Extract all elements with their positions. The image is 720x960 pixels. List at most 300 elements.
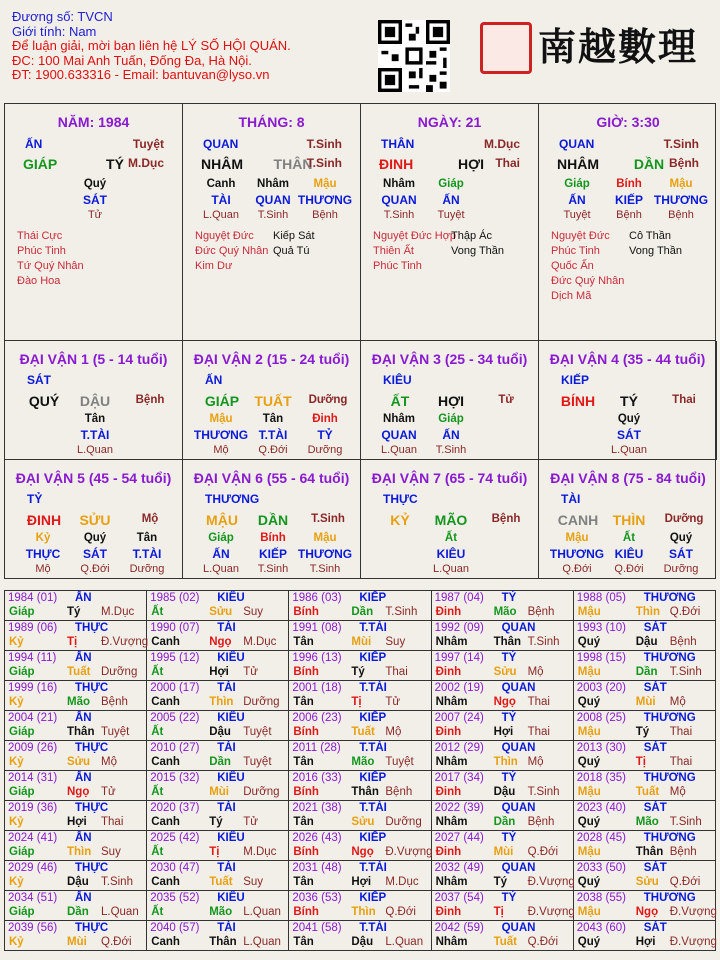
annual-god: ẤN: [75, 592, 92, 604]
annual-stem: Ất: [151, 846, 164, 858]
annual-stem: Nhâm: [435, 816, 468, 828]
annual-branch: Tý: [351, 666, 365, 678]
pillar-chi: TÝ: [106, 156, 124, 172]
annual-status: L.Quan: [101, 906, 139, 918]
annual-branch: Hợi: [209, 666, 229, 678]
annual-god: ẤN: [75, 892, 92, 904]
annual-year: 2004 (21): [8, 712, 58, 724]
annual-cell: [573, 681, 715, 711]
annual-year: 2023 (40): [576, 802, 626, 814]
annual-stem: Bính: [293, 846, 319, 858]
annual-branch: Dần: [209, 756, 231, 768]
annual-god: THỰC: [75, 682, 109, 694]
pillar-can: ĐINH: [379, 156, 414, 172]
annual-god: THỰC: [75, 802, 109, 814]
annual-stem: Ất: [151, 606, 164, 618]
annual-god: TỶ: [501, 772, 517, 784]
star-left: Tứ Quý Nhân: [17, 260, 84, 272]
annual-stem: Tân: [293, 756, 314, 768]
annual-stem: Tân: [293, 696, 314, 708]
annual-year: 2020 (37): [150, 802, 200, 814]
annual-status: Mộ: [527, 756, 544, 768]
annual-year: 2041 (58): [292, 922, 342, 934]
annual-branch: Dậu: [493, 786, 516, 798]
star-left: Phúc Tinh: [373, 260, 422, 272]
pillar-can: NHÂM: [201, 156, 243, 172]
annual-cell: [289, 861, 431, 891]
annual-stem: Bính: [293, 606, 319, 618]
annual-year: 2012 (29): [434, 742, 484, 754]
dai-van-status: Thai: [672, 394, 696, 406]
gender-value: Nam: [68, 23, 97, 39]
annual-cell: [147, 921, 289, 951]
annual-status: Thai: [669, 726, 693, 738]
annual-cell: [147, 621, 289, 651]
dv-hidden-god: ẤN: [212, 547, 230, 561]
annual-god: TÀI: [217, 622, 236, 634]
hidden-god: QUAN: [255, 193, 291, 207]
pillar-top-right: M.Dục: [484, 137, 520, 151]
annual-status: Mộ: [385, 726, 402, 738]
dv-hidden-stem: Ất: [444, 532, 458, 544]
dv-hidden-stem: Quý: [83, 532, 107, 544]
annual-status: T.Sinh: [669, 816, 702, 828]
dai-van-status: Bệnh: [491, 513, 521, 525]
annual-god: ẤN: [75, 772, 92, 784]
pillar-title: NĂM: 1984: [57, 114, 130, 130]
pillar-god: QUAN: [559, 137, 595, 151]
annual-year: 2005 (22): [150, 712, 200, 724]
annual-year: 2022 (39): [434, 802, 484, 814]
dv-hidden-god: THƯƠNG: [297, 547, 353, 561]
annual-stem: Giáp: [9, 606, 35, 618]
dv-hidden-status: L.Quan: [76, 444, 114, 456]
annual-cell: [431, 591, 573, 621]
annual-stem: Canh: [151, 936, 180, 948]
annual-status: Dưỡng: [243, 696, 280, 708]
annual-stem: Canh: [151, 696, 180, 708]
annual-cell: [5, 711, 147, 741]
annual-branch: Thìn: [635, 606, 661, 618]
annual-stem: Nhâm: [435, 636, 468, 648]
annual-cell: [5, 861, 147, 891]
annual-god: THỰC: [75, 742, 109, 754]
hidden-god: ẤN: [568, 193, 586, 207]
annual-branch: Hợi: [493, 726, 514, 738]
star-right: Thập Ác: [451, 230, 492, 242]
dv-hidden-god: SÁT: [83, 547, 107, 561]
annual-god: TỶ: [501, 892, 517, 904]
dv-hidden-stem: Tân: [84, 413, 106, 425]
annual-stem: Quý: [577, 816, 601, 828]
annual-cell: [573, 711, 715, 741]
annual-stem: Kỷ: [9, 756, 24, 768]
annual-stem: Bính: [293, 726, 319, 738]
annual-stem: Quý: [577, 876, 601, 888]
annual-god: THỰC: [75, 922, 109, 934]
dai-van-can: QUÝ: [28, 393, 60, 409]
annual-year: 1996 (13): [292, 652, 342, 664]
annual-branch: Hợi: [351, 876, 372, 888]
dai-van-can: MẬU: [206, 512, 238, 528]
dai-van-title: ĐẠI VẬN 3 (25 - 34 tuổi): [371, 351, 528, 367]
annual-year: 2026 (43): [292, 832, 342, 844]
annual-branch: Sửu: [209, 606, 233, 618]
annual-year: 1994 (11): [8, 652, 57, 664]
dv-hidden-stem: Giáp: [208, 532, 234, 544]
annual-year: 2037 (54): [434, 892, 484, 904]
annual-year: 1989 (06): [8, 622, 58, 634]
pillar-god: ẤN: [25, 137, 43, 151]
annual-status: Mộ: [669, 696, 686, 708]
annual-cell: [289, 681, 431, 711]
dv-hidden-stem: Quý: [669, 532, 693, 544]
annual-year: 1993 (10): [576, 622, 626, 634]
annual-year: 2033 (50): [576, 862, 626, 874]
annual-stem: Mậu: [577, 726, 601, 738]
annual-stem: Đinh: [435, 786, 462, 798]
annual-stem: Nhâm: [435, 936, 468, 948]
dai-van-status: Tử: [498, 394, 514, 406]
pillar-god: QUAN: [203, 137, 239, 151]
annual-branch: Mùi: [635, 696, 656, 708]
annual-stem: Quý: [577, 936, 601, 948]
annual-year: 1990 (07): [150, 622, 200, 634]
annual-stem: Mậu: [577, 786, 601, 798]
annual-branch: Tuất: [67, 666, 91, 678]
annual-cell: [573, 921, 715, 951]
annual-branch: Dậu: [209, 726, 231, 738]
annual-cell: [5, 891, 147, 921]
annual-status: Tuyệt: [385, 756, 414, 768]
annual-cell: [289, 921, 431, 951]
annual-status: M.Dục: [385, 876, 419, 888]
annual-year: 2010 (27): [150, 742, 200, 754]
dv-hidden-stem: Bính: [260, 532, 286, 544]
dai-van-god: SÁT: [27, 373, 51, 387]
annual-branch: Sửu: [67, 756, 91, 768]
hidden-status: Tuyệt: [437, 209, 465, 221]
annual-status: Q.Đới: [669, 606, 701, 618]
annual-cell: [147, 861, 289, 891]
annual-branch: Dần: [635, 666, 658, 678]
annual-cell: [431, 651, 573, 681]
annual-stem: Canh: [151, 876, 180, 888]
annual-god: KIÊU: [217, 892, 245, 904]
annual-status: Tuyệt: [101, 726, 130, 738]
annual-year: 2024 (41): [8, 832, 58, 844]
dai-van-cell: [539, 341, 717, 460]
dv-hidden-status: L.Quan: [432, 563, 470, 575]
annual-year: 2042 (59): [434, 922, 484, 934]
annual-god: QUAN: [501, 682, 536, 694]
annual-row: [5, 711, 716, 741]
annual-row: [5, 771, 716, 801]
annual-branch: Tị: [351, 696, 362, 708]
annual-year: 2028 (45): [576, 832, 626, 844]
annual-cell: [431, 921, 573, 951]
annual-year: 2016 (33): [292, 772, 342, 784]
annual-status: Dưỡng: [243, 786, 280, 798]
annual-god: T.TÀI: [359, 862, 387, 874]
dai-van-god: ẤN: [205, 373, 223, 387]
annual-branch: Tý: [635, 726, 650, 738]
annual-branch: Mùi: [493, 846, 514, 858]
annual-status: Q.Đới: [527, 936, 559, 948]
annual-god: ẤN: [75, 712, 92, 724]
star-left: Phúc Tinh: [17, 245, 66, 257]
annual-stem: Đinh: [435, 906, 462, 918]
annual-year: 2021 (38): [292, 802, 342, 814]
dai-van-can: ẤT: [390, 393, 410, 409]
annual-status: Mộ: [527, 666, 544, 678]
annual-stem: Mậu: [577, 666, 601, 678]
annual-year: 2014 (31): [8, 772, 58, 784]
annual-status: Thai: [101, 816, 124, 828]
annual-status: M.Dục: [243, 846, 277, 858]
annual-year: 2043 (60): [576, 922, 626, 934]
annual-branch: Thân: [351, 786, 379, 798]
annual-year: 2011 (28): [292, 742, 341, 754]
annual-god: THƯƠNG: [643, 832, 696, 844]
annual-cell: [147, 681, 289, 711]
annual-god: T.TÀI: [359, 922, 387, 934]
annual-cell: [431, 801, 573, 831]
pillar-right2: Thai: [495, 156, 520, 170]
star-left: Nguyệt Đức Hợp: [373, 230, 457, 242]
annual-god: QUAN: [501, 922, 536, 934]
dv-hidden-stem: Tân: [262, 413, 284, 425]
pillar-chi: DẦN: [633, 156, 665, 172]
annual-branch: Thân: [67, 726, 95, 738]
annual-cell: [5, 651, 147, 681]
dai-van-title: ĐẠI VẬN 2 (15 - 24 tuổi): [193, 351, 350, 367]
annual-year: 2034 (51): [8, 892, 58, 904]
annual-stem: Nhâm: [435, 696, 468, 708]
qr-code-icon: [378, 20, 450, 92]
annual-god: KIẾP: [359, 712, 387, 724]
annual-status: Dưỡng: [385, 816, 422, 828]
annual-branch: Hợi: [67, 816, 87, 828]
annual-stem: Bính: [293, 666, 319, 678]
dai-van-can: BÍNH: [560, 393, 596, 409]
annual-year: 2031 (48): [292, 862, 342, 874]
hidden-stem: Canh: [206, 178, 236, 190]
annual-status: Q.Đới: [385, 906, 416, 918]
annual-status: T.Sinh: [101, 876, 133, 888]
annual-god: THỰC: [75, 622, 109, 634]
hidden-status: Bệnh: [668, 209, 694, 221]
dv-hidden-god: KIÊU: [614, 547, 644, 561]
dv-hidden-status: L.Quan: [610, 444, 648, 456]
hidden-stem: Mậu: [669, 178, 693, 190]
annual-god: KIẾP: [359, 772, 387, 784]
annual-cell: [5, 801, 147, 831]
annual-year: 2038 (55): [576, 892, 626, 904]
annual-row: [5, 651, 716, 681]
annual-god: KIÊU: [217, 652, 245, 664]
hidden-god: QUAN: [381, 193, 417, 207]
annual-row: [5, 591, 716, 621]
dv-hidden-status: T.Sinh: [435, 444, 467, 456]
annual-year: 1986 (03): [292, 592, 342, 604]
annual-stem: Giáp: [9, 726, 35, 738]
annual-branch: Thìn: [493, 756, 518, 768]
annual-year: 2025 (42): [150, 832, 200, 844]
annual-branch: Mùi: [351, 636, 372, 648]
annual-status: Bệnh: [669, 636, 697, 648]
dai-van-can: CANH: [557, 512, 599, 528]
annual-god: THƯƠNG: [643, 892, 696, 904]
annual-status: M.Dục: [243, 636, 277, 648]
dv-hidden-stem: Tân: [136, 532, 158, 544]
annual-god: QUAN: [501, 862, 536, 874]
annual-year: 2036 (53): [292, 892, 342, 904]
annual-year: 2015 (32): [150, 772, 200, 784]
annual-stem: Ất: [151, 666, 164, 678]
annual-row: [5, 741, 716, 771]
annual-status: L.Quan: [385, 936, 424, 948]
annual-status: Thai: [385, 666, 408, 678]
dai-van-god: THƯƠNG: [205, 492, 260, 506]
annual-stem: Tân: [293, 876, 314, 888]
pillar-title: NGÀY: 21: [417, 114, 482, 130]
annual-god: SÁT: [643, 742, 667, 754]
annual-status: Tử: [243, 816, 258, 828]
annual-cell: [431, 621, 573, 651]
annual-luck-table: [4, 590, 716, 951]
annual-god: THƯƠNG: [643, 712, 696, 724]
hidden-god: ẤN: [442, 193, 460, 207]
annual-year: 2032 (49): [434, 862, 484, 874]
annual-year: 2002 (19): [434, 682, 484, 694]
dai-van-status: T.Sinh: [311, 513, 345, 525]
annual-branch: Thìn: [351, 906, 376, 918]
annual-row: [5, 681, 716, 711]
annual-cell: [431, 861, 573, 891]
pillar-god: THÂN: [381, 137, 415, 151]
annual-god: ẤN: [75, 832, 92, 844]
annual-year: 2000 (17): [150, 682, 200, 694]
annual-year: 1984 (01): [8, 592, 58, 604]
annual-cell: [573, 771, 715, 801]
header-info: [12, 10, 291, 83]
annual-god: TÀI: [217, 682, 236, 694]
annual-cell: [5, 831, 147, 861]
annual-cell: [289, 591, 431, 621]
annual-cell: [573, 831, 715, 861]
annual-status: Mộ: [101, 756, 117, 768]
annual-stem: Giáp: [9, 666, 35, 678]
annual-status: Q.Đới: [669, 876, 701, 888]
annual-stem: Ất: [151, 726, 164, 738]
annual-stem: Kỷ: [9, 936, 24, 948]
dai-van-chi: DẬU: [79, 393, 111, 409]
hidden-status: L.Quan: [202, 209, 240, 221]
hidden-stem: Nhâm: [257, 178, 289, 190]
star-left: Nguyệt Đức: [551, 230, 610, 242]
annual-god: T.TÀI: [359, 742, 387, 754]
annual-branch: Hợi: [635, 936, 656, 948]
annual-stem: Nhâm: [435, 876, 468, 888]
hidden-stem: Quý: [83, 178, 107, 190]
annual-god: SÁT: [643, 802, 667, 814]
annual-cell: [573, 591, 715, 621]
annual-status: Đ.Vượng: [385, 846, 433, 858]
pillar-right2: Bệnh: [669, 156, 699, 170]
star-left: Thái Cực: [17, 230, 63, 242]
dv-hidden-god: THỰC: [25, 547, 61, 561]
annual-branch: Mùi: [209, 786, 229, 798]
annual-stem: Kỷ: [9, 876, 24, 888]
annual-row: [5, 831, 716, 861]
pillar-cell: [539, 104, 717, 340]
hidden-status: T.Sinh: [257, 209, 289, 221]
annual-god: TỶ: [501, 652, 517, 664]
dv-hidden-god: TỶ: [317, 428, 333, 442]
annual-cell: [289, 651, 431, 681]
dv-hidden-status: Mộ: [213, 444, 229, 456]
annual-status: Thai: [527, 696, 550, 708]
dv-hidden-god: QUAN: [381, 428, 417, 442]
annual-branch: Dậu: [351, 936, 374, 948]
annual-cell: [289, 831, 431, 861]
annual-god: T.TÀI: [359, 682, 387, 694]
annual-branch: Thìn: [209, 696, 234, 708]
dai-van-can: KỶ: [390, 512, 410, 528]
logo-text: 南越數理: [538, 24, 699, 69]
annual-stem: Canh: [151, 756, 180, 768]
annual-branch: Tý: [209, 816, 223, 828]
annual-year: 2001 (18): [292, 682, 342, 694]
annual-year: 2027 (44): [434, 832, 484, 844]
annual-status: Tử: [385, 696, 401, 708]
dai-van-title: ĐẠI VẬN 1 (5 - 14 tuổi): [19, 351, 168, 367]
annual-branch: Thân: [493, 636, 522, 648]
dai-van-can: ĐINH: [26, 512, 62, 528]
annual-branch: Tý: [493, 876, 507, 888]
annual-branch: Tuất: [351, 726, 375, 738]
annual-god: KIẾP: [359, 892, 387, 904]
annual-year: 2013 (30): [576, 742, 626, 754]
annual-status: Tuyệt: [243, 726, 272, 738]
annual-year: 2030 (47): [150, 862, 200, 874]
annual-status: Đ.Vượng: [101, 636, 149, 648]
annual-branch: Tuất: [209, 876, 233, 888]
hidden-god: KIẾP: [614, 193, 643, 207]
annual-status: Đ.Vượng: [669, 936, 717, 948]
annual-year: 2006 (23): [292, 712, 342, 724]
annual-status: Bệnh: [101, 696, 128, 708]
dv-hidden-status: Mộ: [35, 563, 51, 575]
hidden-god: TÀI: [211, 193, 231, 207]
annual-row: [5, 891, 716, 921]
annual-stem: Tân: [293, 636, 314, 648]
annual-stem: Mậu: [577, 846, 601, 858]
hidden-stem: Giáp: [438, 178, 464, 190]
pillar-cell: [183, 104, 361, 340]
dv-hidden-status: Q.Đới: [80, 563, 110, 575]
annual-stem: Canh: [151, 636, 180, 648]
annual-cell: [431, 711, 573, 741]
pillar-cell: [5, 104, 183, 340]
dv-hidden-status: Q.Đới: [258, 444, 288, 456]
dv-hidden-stem: Kỷ: [35, 532, 51, 544]
annual-stem: Bính: [293, 786, 319, 798]
dai-van-god: KIẾP: [561, 373, 590, 387]
annual-stem: Nhâm: [435, 756, 468, 768]
annual-branch: Dần: [67, 906, 89, 918]
